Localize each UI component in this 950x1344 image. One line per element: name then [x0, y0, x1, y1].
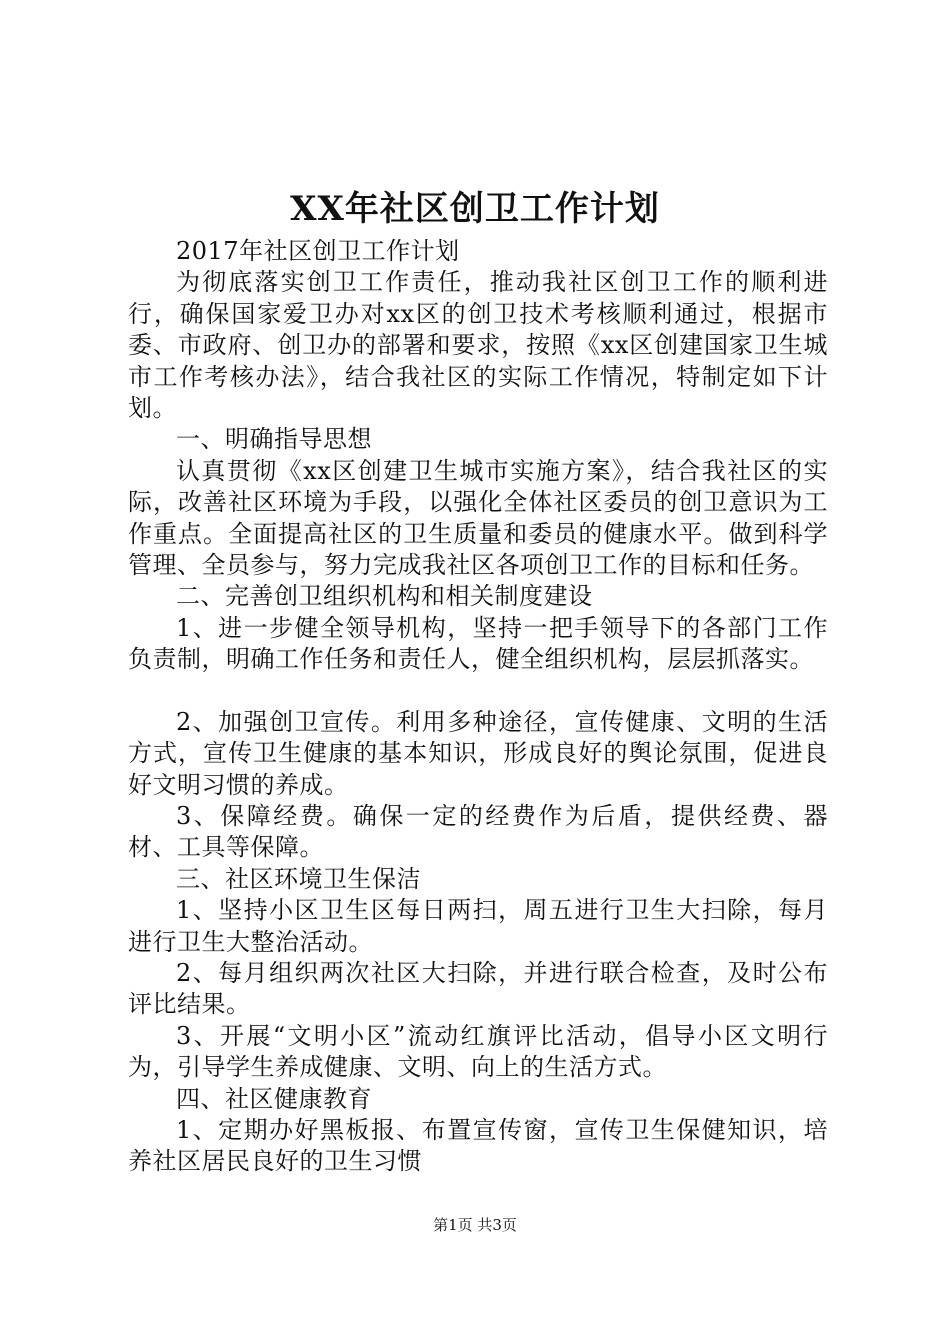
paragraph-item-2-3: 3、保障经费。确保一定的经费作为后盾，提供经费、器材、工具等保障。 [128, 801, 828, 862]
paragraph-subtitle: 2017年社区创卫工作计划 [176, 237, 460, 265]
paragraph-item-2-1: 1、进一步健全领导机构，坚持一把手领导下的各部门工作负责制，明确工作任务和责任人，健全组织机构，层层抓落实。 [128, 613, 828, 674]
paragraph-item-4-1: 1、定期办好黑板报、布置宣传窗，宣传卫生保健知识，培养社区居民良好的卫生习惯 [128, 1115, 828, 1176]
paragraph-intro: 为彻底落实创卫工作责任，推动我社区创卫工作的顺利进行，确保国家爱卫办对xx区的创卫技术考核顺利通过，根据市委、市政府、创卫办的部署和要求，按照《xx区创建国家卫生城市工作考核办法》，结合我社区的实际工作情况，特制定如下计划。 [128, 268, 828, 423]
paragraph-item-3-3: 3、开展“文明小区”流动红旗评比活动，倡导小区文明行为，引导学生养成健康、文明、向上的生活方式。 [128, 1021, 828, 1082]
paragraph-item-3-2: 2、每月组织两次社区大扫除，并进行联合检查，及时公布评比结果。 [128, 958, 828, 1019]
paragraph-guiding-thought: 认真贯彻《xx区创建卫生城市实施方案》，结合我社区的实际，改善社区环境为手段，以强化全体社区委员的创卫意识为工作重点。全面提高社区的卫生质量和委员的健康水平。做到科学管理、全员参与，努力完成我社区各项创卫工作的目标和任务。 [128, 456, 828, 580]
document-body [128, 236, 828, 1178]
page-number-footer: 第1页 共3页 [433, 1216, 517, 1234]
document-title: XX年社区创卫工作计划 [290, 189, 660, 229]
section-heading-3: 三、社区环境卫生保洁 [176, 864, 421, 893]
paragraph-item-2-2: 2、加强创卫宣传。利用多种途径，宣传健康、文明的生活方式，宣传卫生健康的基本知识，形成良好的舆论氛围，促进良好文明习惯的养成。 [128, 707, 828, 799]
section-heading-4: 四、社区健康教育 [176, 1084, 372, 1113]
section-heading-2: 二、完善创卫组织机构和相关制度建设 [176, 582, 593, 611]
paragraph-item-3-1: 1、坚持小区卫生区每日两扫，周五进行卫生大扫除，每月进行卫生大整治活动。 [128, 896, 828, 956]
section-heading-1: 一、明确指导思想 [176, 425, 372, 454]
